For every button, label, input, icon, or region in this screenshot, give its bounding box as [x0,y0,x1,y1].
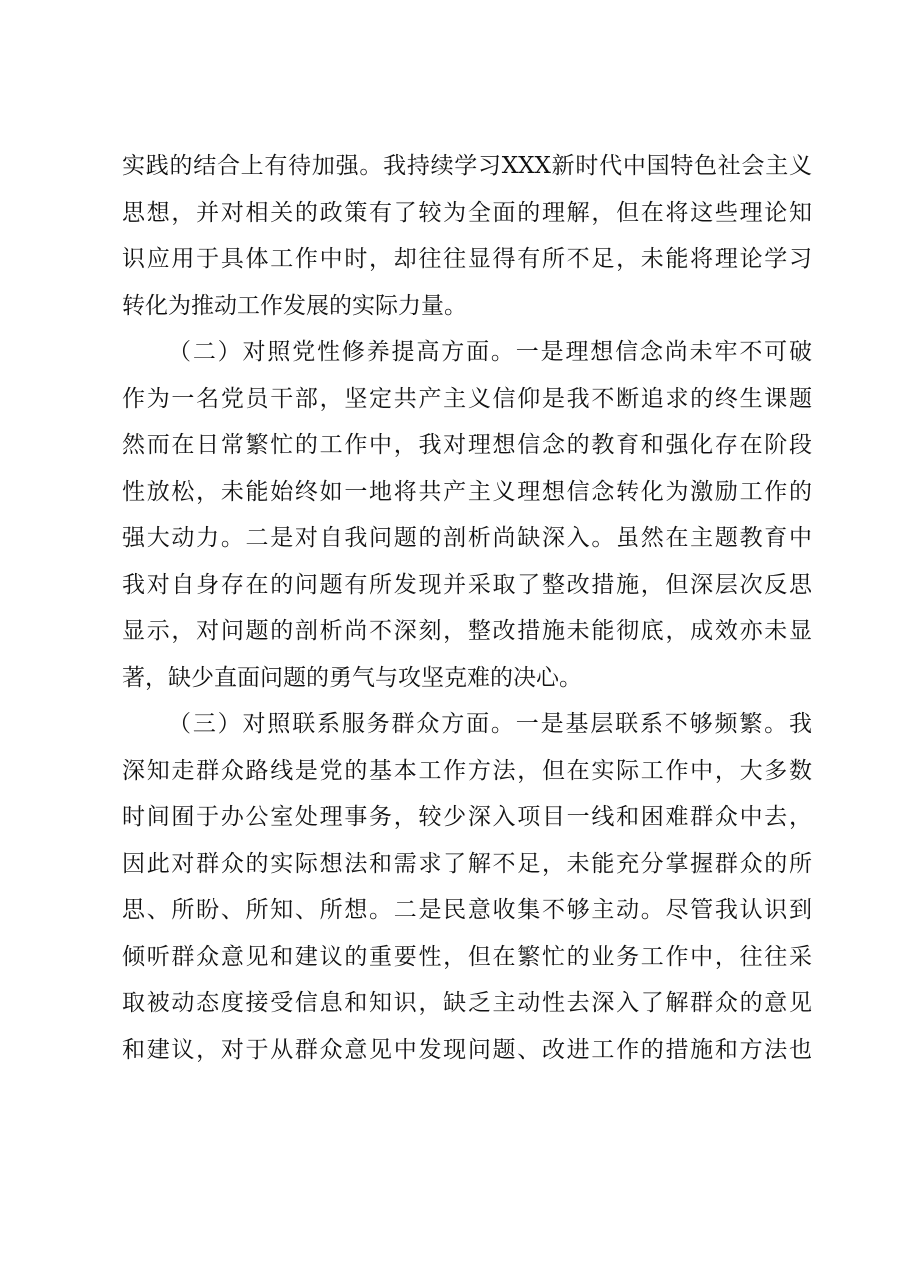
text-line: 性放松，未能始终如一地将共产主义理想信念转化为激励工作的 [122,478,812,505]
paragraph-2 [122,329,812,701]
text-line: 识应用于具体工作中时，却往往显得有所不足，未能将理论学习 [122,246,812,272]
text-line: 时间囿于办公室处理事务，较少深入项目一线和困难群众中去， [122,804,812,830]
text-line: 显示，对问题的剖析尚不深刻，整改措施未能彻底，成效亦未显 [122,618,812,644]
document-body [122,143,812,1073]
text-line: 实践的结合上有待加强。我持续学习XXX新时代中国特色社会主义 [122,153,812,179]
text-line: 倾听群众意见和建议的重要性，但在繁忙的业务工作中，往往采 [122,943,812,970]
text-line: 因此对群众的实际想法和需求了解不足，未能充分掌握群众的所 [122,850,812,877]
paragraph-3 [122,701,812,1073]
text-line: 然而在日常繁忙的工作中，我对理想信念的教育和强化存在阶段 [122,432,812,458]
text-line: 思、所盼、所知、所想。二是民意收集不够主动。尽管我认识到 [122,897,812,923]
text-line-heading: （二）对照党性修养提高方面。一是理想信念尚未牢不可破 [168,339,812,365]
text-line: 我对自身存在的问题有所发现并采取了整改措施，但深层次反思 [122,571,812,598]
paragraph-1 [122,143,812,329]
text-line: 思想，并对相关的政策有了较为全面的理解，但在将这些理论知 [122,199,812,226]
text-line: 强大动力。二是对自我问题的剖析尚缺深入。虽然在主题教育中 [122,525,812,551]
text-line: 深知走群众路线是党的基本工作方法，但在实际工作中，大多数 [122,757,812,784]
text-line: 作为一名党员干部，坚定共产主义信仰是我不断追求的终生课题 [122,385,812,412]
text-line: 著，缺少直面问题的勇气与攻坚克难的决心。 [122,664,582,691]
text-line: 转化为推动工作发展的实际力量。 [122,292,467,319]
text-line-heading: （三）对照联系服务群众方面。一是基层联系不够频繁。我 [168,711,812,737]
text-line: 取被动态度接受信息和知识，缺乏主动性去深入了解群众的意见 [122,990,812,1016]
text-line: 和建议，对于从群众意见中发现问题、改进工作的措施和方法也 [122,1036,812,1063]
